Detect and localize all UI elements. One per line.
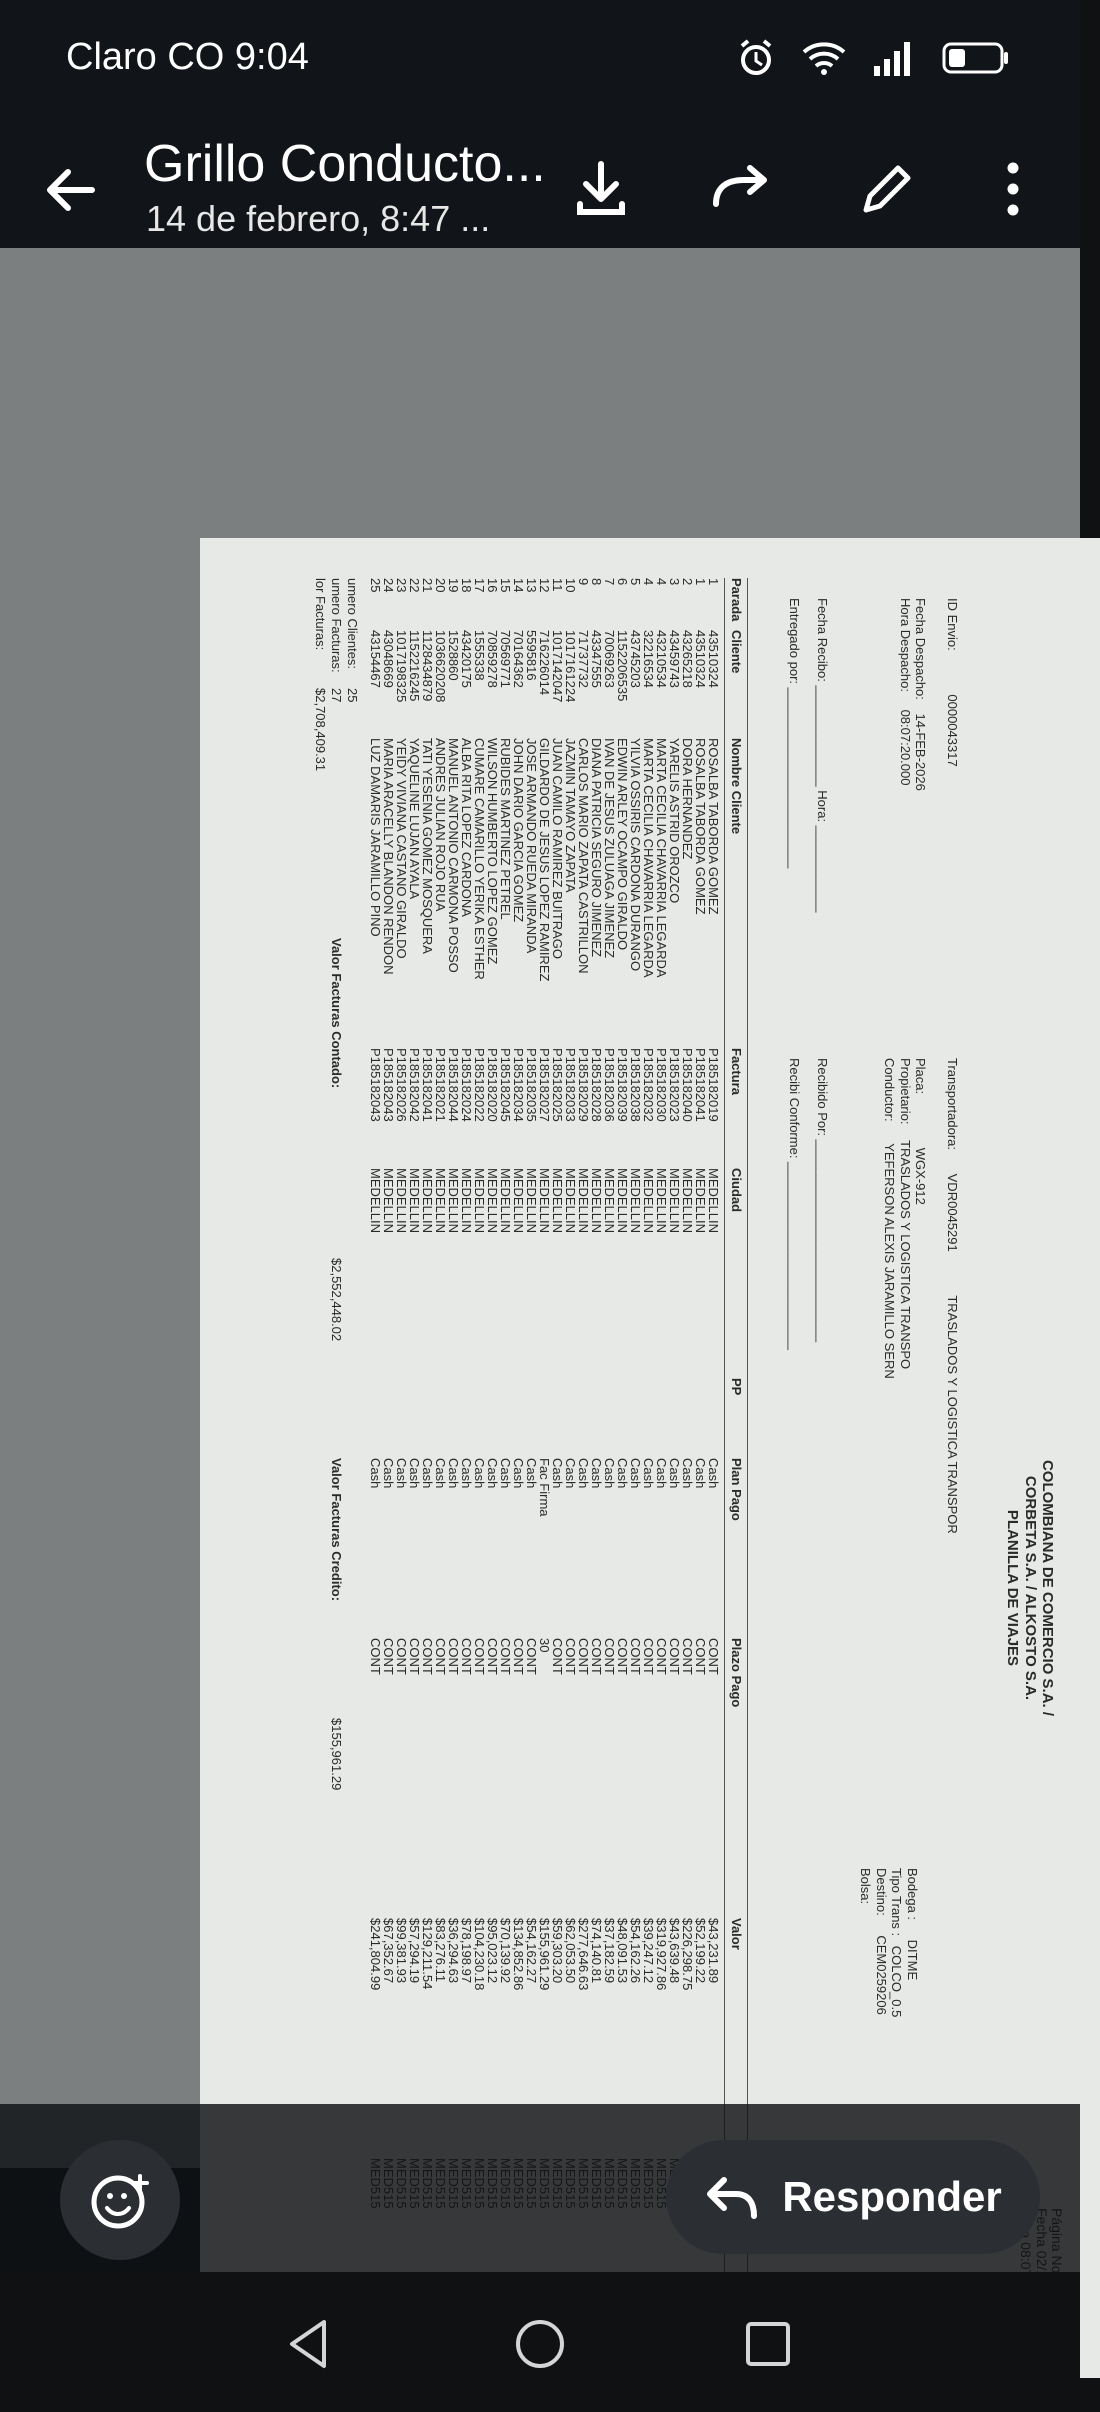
cell-ciudad: MEDELLIN [498, 1168, 513, 1234]
forward-icon[interactable] [708, 154, 778, 224]
cell-plazo: CONT [485, 1638, 500, 1675]
cell-factura: P185182028 [589, 1048, 604, 1122]
table-row [642, 578, 655, 2298]
cell-ciudad: MEDELLIN [654, 1168, 669, 1234]
cell-factura: P185182035 [524, 1048, 539, 1122]
cell-cliente: 716226014 [537, 630, 552, 696]
cell-ciudad: MEDELLIN [537, 1168, 552, 1234]
table-row [681, 578, 694, 2298]
cell-cliente: 43510324 [693, 630, 708, 688]
cell-valor: $155,961.29 [537, 1918, 552, 1991]
cell-nombre: YAQUELINE LUJAN AYALA [407, 738, 422, 900]
cell-factura: P185182043 [368, 1048, 383, 1122]
cell-parada: 3 [667, 578, 682, 586]
cell-valor: $277,646.63 [576, 1918, 591, 1991]
cell-plan: Cash [498, 1458, 513, 1489]
cell-valor: $54,162.26 [628, 1918, 643, 1984]
cell-plazo: CONT [693, 1638, 708, 1675]
cell-nombre: EDWIN ARLEY OCAMPO GIRALDO [615, 738, 630, 951]
cell-cliente: 1036620208 [433, 630, 448, 703]
cell-plan: Cash [667, 1458, 682, 1489]
signal-icon [872, 38, 916, 78]
bottom-reply-bar [0, 2104, 1080, 2272]
cell-ciudad: MEDELLIN [667, 1168, 682, 1234]
cell-plazo: CONT [381, 1638, 396, 1675]
cell-factura: P185182026 [394, 1048, 409, 1122]
cell-cliente: 43265218 [680, 630, 695, 688]
cell-cliente: 1152216245 [407, 630, 422, 702]
cell-valor: $226,298.75 [680, 1918, 695, 1991]
cell-nombre: ALBA RITA LOPEZ CARDONA [459, 738, 474, 917]
cell-ciudad: MEDELLIN [602, 1168, 617, 1234]
cell-cliente: 43210534 [654, 630, 669, 688]
cell-factura: P185182023 [667, 1048, 682, 1122]
cell-plazo: CONT [459, 1638, 474, 1675]
reply-button[interactable] [666, 2140, 1040, 2254]
cell-ciudad: MEDELLIN [381, 1168, 396, 1234]
cell-valor: $62,053.50 [563, 1918, 578, 1984]
status-icons [736, 38, 1010, 78]
cell-nombre: IVAN DE JESUS ZULUAGA JIMENEZ [602, 738, 617, 959]
cell-nombre: WILSON HUMBERTO LOPEZ GOMEZ [485, 738, 500, 965]
cell-plazo: CONT [368, 1638, 383, 1675]
doc-signatures-right: Recibido Por: ____________________________ Recibi Conforme: __________________________ [787, 1058, 830, 1351]
table-row [499, 578, 512, 2298]
cell-nombre: ROSALBA TABORDA GOMEZ [693, 738, 708, 915]
cell-cliente: 43510324 [706, 630, 721, 688]
cell-plazo: CONT [550, 1638, 565, 1675]
cell-cliente: 70569771 [498, 630, 513, 688]
cell-parada: 19 [446, 578, 461, 593]
cell-factura: P185182039 [615, 1048, 630, 1122]
cell-valor: $52,199.22 [693, 1918, 708, 1984]
cell-nombre: YARELIS ASTRID OROZCO [667, 738, 682, 904]
table-row [395, 578, 408, 2298]
table-row [655, 578, 668, 2298]
cell-cliente: 70859278 [485, 630, 500, 688]
cell-plazo: CONT [472, 1638, 487, 1675]
table-row [447, 578, 460, 2298]
cell-parada: 21 [420, 578, 435, 593]
cell-parada: 25 [368, 578, 383, 593]
cell-parada: 17 [472, 578, 487, 593]
doc-bodega-block: Bodega : DITME Tipo Trans : COLCO_0.5 Destino: CEM0259206 Bolsa: [858, 1868, 920, 2018]
cell-valor: $134,852.86 [511, 1918, 526, 1991]
cell-nombre: JUAN CAMILO RAMIREZ BUITRAGO [550, 738, 565, 960]
cell-nombre: MARIA ARACELLY BLANDON RENDON [381, 738, 396, 975]
cell-parada: 8 [589, 578, 604, 586]
cell-cliente: 1128434879 [420, 630, 435, 702]
cell-plazo: CONT [511, 1638, 526, 1675]
cell-parada: 16 [485, 578, 500, 593]
doc-signatures: Fecha Recibo: ______________ Hora: ____________ Entregado por: _________________________ [787, 598, 830, 913]
cell-factura: P185182021 [433, 1048, 448, 1122]
cell-plazo: CONT [446, 1638, 461, 1675]
cell-plan: Fac Firma [537, 1458, 552, 1517]
back-arrow-icon[interactable] [40, 160, 100, 220]
cell-nombre: JOSE ARMANDO RUEDA MIRANDA [524, 738, 539, 954]
cell-cliente: 70069263 [602, 630, 617, 688]
cell-ciudad: MEDELLIN [524, 1168, 539, 1234]
cell-nombre: JAZMIN TAMAYO ZAPATA [563, 738, 578, 893]
image-viewer[interactable] [0, 248, 1080, 2168]
cell-plan: Cash [472, 1458, 487, 1489]
cell-cliente: 1017198325 [394, 630, 409, 703]
cell-nombre: GILDARDO DE JESUS LOPEZ RAMIREZ [537, 738, 552, 982]
cell-plan: Cash [654, 1458, 669, 1489]
cell-plan: Cash [524, 1458, 539, 1489]
table-row [369, 578, 382, 2298]
table-row [538, 578, 551, 2298]
cell-valor: $241,804.99 [368, 1918, 383, 1991]
cell-cliente: 43420175 [459, 630, 474, 688]
document-photo: COLOMBIANA DE COMERCIO S.A. / CORBETA S.A. / ALKOSTO S.A. PLANILLA DE VIAJES ID Envio: 0000043317 Fecha Despacho: 14-FEB-2026 Hora Despacho: 08:07:20.000 Transportadora: VDR0045291 TRASLADOS Y LOGISTICA TRANSPOR Placa: WGX-912 Propietario: TRASLADOS Y LOGISTICA TRANSPO Conductor: YEFERSON ALEXIS JARAMILLO SERN Bodega : DITME Tipo Trans : COLCO_0.5 Destino: CEM0259206 Bolsa: Fecha Recibo: ______________ Hora: ____________ Entregado por: _________________________ Recibido Por: ____________________________ Recibi Conforme: __________________________ Parada Cliente Nombre Cliente Factura Ciudad PP Plan Pago Plazo Pago Valor 1 43510324 ROSALBA TABORDA GOMEZ P185182019 MEDELLIN Cash CONT $43,231.89 1 43510324 ROSALBA TABORDA GOMEZ P185182041 MEDELLIN Cash CONT $52,199.22 2 43265218 DORA HERNANDEZ P185182040 MEDELLIN Cash CONT $226,298.75 3 43459743 YARELIS ASTRID OROZCO P185182023 MEDELLIN Cash CONT $43,639.48 4 43210534 MARTA CECILIA CHAVARRIA LEGARDA P185182030 MEDELLIN Cash CONT $319,927.86 4 32216534 MARTA CECILIA CHAVARRIA LEGARDA P185182032 MEDELLIN Cash CONT $39,247.12 5 43745203 YILVIA OSSIRIS CARDONA DURANGO P185182038 MEDELLIN Cash CONT $54,162.26 6 1152206535 EDWIN ARLEY OCAMPO GIRALDO P185182039 MEDELLIN Cash CONT $48,091.53 7 70069263 IVAN DE JESUS ZULUAGA JIMENEZ P185182036 MEDELLIN Cash CONT $37,182.59 8 43347555 DIANA PATRICIA SEGURO JIMENEZ P185182028 MEDELLIN Cash CONT $74,140.81 9 71737732 CARLOS MARIO ZAPATA CASTRILLON P185182029 MEDELLIN Cash CONT $277,646.63 10 1017161224 JAZMIN TAMAYO ZAPATA P185182033 MEDELLIN Cash CONT $62,053.50 11 1017142047 JUAN CAMILO RAMIREZ BUITRAGO P185182025 MEDELLIN Cash CONT $59,303.20 12 716226014 GILDARDO DE JESUS LOPEZ RAMIREZ P185182027 MEDELLIN Fac Firma 30 $155,961.29 13 5595816 JOSE ARMANDO RUEDA MIRANDA P185182035 MEDELLIN Cash CONT $54,162.27 14 70164362 JOHN DARIO GARCIA GOMEZ P185182034 MEDELLIN Cash CONT $134,852.86 15 70569771 RUBIDES MARTINEZ PETREL P185182045 MEDELLIN Cash CONT $70,139.92 16 70859278 WILSON HUMBERTO LOPEZ GOMEZ P185182020 MEDELLIN Cash CONT $95,023.12 17 1555338 CUMARE CAMARILLO YERIKA ESTHER P185182022 MEDELLIN Cash CONT $104,230.18 18 43420175 ALBA RITA LOPEZ CARDONA P185182024 MEDELLIN Cash CONT $78,198.97 19 1528860 MANUEL ANTONIO CARMONA POSSO P185182044 MEDELLIN Cash CONT $36,294.63 20 1036620208 ANDRES JULIAN ROJO RUA P185182021 MEDELLIN Cash CONT $83,276.11 21 1128434879 TATI YESENIA GOMEZ MOSQUERA P185182041 MEDELLIN Cash CONT $129,211.54 22 1152216245 YAQUELINE LUJAN AYALA P185182042 MEDELLIN Cash CONT $57,294.19 23 1017198325 YEIDY VIVIANA CASTANO GIRALDO P185182026 MEDELLIN Cash CONT $99,381.93 24 43048669 MARIA ARACELLY BLANDON RENDON P185182043 MEDELLIN Cash CONT $67,352.67 25 43154467 LUZ DAMARIS JARAMILLO PINO P185182043 MEDELLIN Cash CONT $241,804.99 umero Clientes: 25 umero Facturas: 27 lor Facturas: $2,708,409.31 Valor Facturas Contado: $2,552,448.02 Valor Facturas Credito: $155,961.29 [200, 538, 1100, 2378]
cell-valor: $78,198.97 [459, 1918, 474, 1984]
cell-plazo: CONT [576, 1638, 591, 1675]
cell-factura: P185182042 [407, 1048, 422, 1122]
cell-ciudad: MEDELLIN [472, 1168, 487, 1234]
cell-parada: 9 [576, 578, 591, 586]
table-row [408, 578, 421, 2298]
reply-arrow-icon [704, 2172, 760, 2222]
cell-valor: $48,091.53 [615, 1918, 630, 1984]
cell-parada: 12 [537, 578, 552, 593]
table-row [473, 578, 486, 2298]
cell-nombre: DORA HERNANDEZ [680, 738, 695, 860]
table-row [707, 578, 720, 2298]
cell-nombre: MANUEL ANTONIO CARMONA POSSO [446, 738, 461, 973]
cell-parada: 14 [511, 578, 526, 593]
cell-valor: $70,139.92 [498, 1918, 513, 1984]
cell-ciudad: MEDELLIN [693, 1168, 708, 1234]
carrier-time: Claro CO 9:04 [66, 36, 309, 78]
cell-nombre: MARTA CECILIA CHAVARRIA LEGARDA [654, 738, 669, 978]
alarm-icon [736, 38, 776, 78]
cell-nombre: ANDRES JULIAN ROJO RUA [433, 738, 448, 912]
cell-valor: $36,294.63 [446, 1918, 461, 1984]
cell-factura: P185182041 [693, 1048, 708, 1122]
cell-factura: P185182027 [537, 1048, 552, 1122]
cell-plazo: CONT [563, 1638, 578, 1675]
cell-plan: Cash [407, 1458, 422, 1489]
cell-nombre: TATI YESENIA GOMEZ MOSQUERA [420, 738, 435, 954]
cell-ciudad: MEDELLIN [706, 1168, 721, 1234]
cell-ciudad: MEDELLIN [589, 1168, 604, 1234]
cell-ciudad: MEDELLIN [368, 1168, 383, 1234]
message-timestamp: 14 de febrero, 8:47 ... [146, 198, 491, 239]
cell-ciudad: MEDELLIN [485, 1168, 500, 1234]
react-emoji-button[interactable] [60, 2140, 180, 2260]
cell-parada: 24 [381, 578, 396, 593]
cell-parada: 23 [394, 578, 409, 593]
cell-cliente: 70164362 [511, 630, 526, 688]
cell-parada: 20 [433, 578, 448, 593]
cell-nombre: ROSALBA TABORDA GOMEZ [706, 738, 721, 915]
status-bar [0, 0, 1080, 120]
battery-icon [942, 38, 1010, 78]
cell-ciudad: MEDELLIN [641, 1168, 656, 1234]
cell-cliente: 71737732 [576, 630, 591, 688]
cell-parada: 2 [680, 578, 695, 586]
table-row [694, 578, 707, 2298]
cell-nombre: RUBIDES MARTINEZ PETREL [498, 738, 513, 920]
cell-valor: $319,927.86 [654, 1918, 669, 1991]
cell-factura: P185182040 [680, 1048, 695, 1122]
cell-cliente: 43048669 [381, 630, 396, 688]
cell-parada: 11 [550, 578, 565, 592]
cell-factura: P185182043 [381, 1048, 396, 1122]
cell-factura: P185182036 [602, 1048, 617, 1122]
cell-factura: P185182019 [706, 1048, 721, 1122]
cell-plan: Cash [563, 1458, 578, 1489]
cell-valor: $54,162.27 [524, 1918, 539, 1984]
cell-valor: $129,211.54 [420, 1918, 435, 1990]
cell-plan: Cash [433, 1458, 448, 1489]
cell-cliente: 1555338 [472, 630, 487, 681]
cell-plazo: CONT [641, 1638, 656, 1675]
cell-plan: Cash [446, 1458, 461, 1489]
cell-parada: 18 [459, 578, 474, 593]
nav-home-icon[interactable] [508, 2312, 572, 2376]
cell-nombre: YEIDY VIVIANA CASTANO GIRALDO [394, 738, 409, 959]
cell-ciudad: MEDELLIN [680, 1168, 695, 1234]
cell-valor: $57,294.19 [407, 1918, 422, 1984]
table-row [564, 578, 577, 2298]
table-row [486, 578, 499, 2298]
cell-ciudad: MEDELLIN [576, 1168, 591, 1234]
cell-plazo: CONT [420, 1638, 435, 1675]
cell-valor: $83,276.11 [433, 1918, 448, 1983]
table-row [525, 578, 538, 2298]
table-row [382, 578, 395, 2298]
cell-cliente: 43459743 [667, 630, 682, 688]
cell-factura: P185182032 [641, 1048, 656, 1122]
cell-plan: Cash [511, 1458, 526, 1489]
doc-company: COLOMBIANA DE COMERCIO S.A. / CORBETA S.A. / ALKOSTO S.A. PLANILLA DE VIAJES [1004, 1459, 1056, 1717]
cell-nombre: CUMARE CAMARILLO YERIKA ESTHER [472, 738, 487, 980]
table-row [629, 578, 642, 2298]
cell-valor: $95,023.12 [485, 1918, 500, 1984]
cell-valor: $67,352.67 [381, 1918, 396, 1984]
cell-parada: 6 [615, 578, 630, 586]
table-row [460, 578, 473, 2298]
cell-plan: Cash [576, 1458, 591, 1489]
cell-parada: 13 [524, 578, 539, 593]
download-icon[interactable] [566, 154, 636, 224]
cell-plan: Cash [420, 1458, 435, 1489]
cell-valor: $99,381.93 [394, 1918, 409, 1984]
cell-parada: 15 [498, 578, 513, 593]
table-row [590, 578, 603, 2298]
cell-plan: Cash [680, 1458, 695, 1489]
cell-parada: 4 [654, 578, 669, 586]
more-options-icon[interactable] [978, 154, 1048, 224]
nav-back-icon[interactable] [278, 2312, 342, 2376]
cell-cliente: 32216534 [641, 630, 656, 688]
cell-factura: P185182034 [511, 1048, 526, 1122]
cell-plazo: CONT [498, 1638, 513, 1675]
cell-cliente: 1017161224 [563, 630, 578, 703]
nav-recents-icon[interactable] [736, 2312, 800, 2376]
cell-parada: 22 [407, 578, 422, 593]
doc-table-header: Parada Cliente Nombre Cliente Factura Ciudad PP Plan Pago Plazo Pago Valor [724, 578, 748, 2298]
cell-plazo: CONT [654, 1638, 669, 1675]
cell-factura: P185182024 [459, 1048, 474, 1122]
cell-ciudad: MEDELLIN [459, 1168, 474, 1234]
cell-nombre: JOHN DARIO GARCIA GOMEZ [511, 738, 526, 923]
cell-plazo: 30 [537, 1638, 552, 1653]
doc-table-body [369, 578, 720, 2298]
table-row [668, 578, 681, 2298]
cell-valor: $37,182.59 [602, 1918, 617, 1984]
cell-ciudad: MEDELLIN [420, 1168, 435, 1234]
cell-factura: P185182025 [550, 1048, 565, 1122]
cell-ciudad: MEDELLIN [563, 1168, 578, 1234]
cell-plan: Cash [693, 1458, 708, 1489]
cell-parada: 10 [563, 578, 578, 593]
cell-factura: P185182030 [654, 1048, 669, 1122]
cell-ciudad: MEDELLIN [407, 1168, 422, 1234]
cell-cliente: 1017142047 [550, 630, 565, 703]
edit-pencil-icon[interactable] [852, 154, 922, 224]
cell-factura: P185182044 [446, 1048, 461, 1122]
chat-title: Grillo Conducto... [144, 135, 546, 193]
add-reaction-icon [60, 2140, 180, 2260]
cell-cliente: 43347555 [589, 630, 604, 688]
cell-cliente: 43154467 [368, 630, 383, 688]
doc-transport-block: Transportadora: VDR0045291 TRASLADOS Y LOGISTICA TRANSPOR Placa: WGX-912 Propietario: TRASLADOS Y LOGISTICA TRANSPO Conductor: YEFERSON ALEXIS JARAMILLO SERN [882, 1058, 960, 1534]
cell-parada: 1 [706, 578, 721, 586]
cell-cliente: 5595816 [524, 630, 539, 681]
table-row [421, 578, 434, 2298]
cell-cliente: 1152206535 [615, 630, 630, 702]
table-row [434, 578, 447, 2298]
table-row [603, 578, 616, 2298]
cell-plazo: CONT [589, 1638, 604, 1675]
cell-plan: Cash [589, 1458, 604, 1489]
cell-plazo: CONT [524, 1638, 539, 1675]
cell-cliente: 43745203 [628, 630, 643, 688]
cell-factura: P185182038 [628, 1048, 643, 1122]
table-row [616, 578, 629, 2298]
cell-valor: $43,231.89 [706, 1918, 721, 1984]
cell-plan: Cash [550, 1458, 565, 1489]
cell-ciudad: MEDELLIN [615, 1168, 630, 1234]
cell-valor: $43,639.48 [667, 1918, 682, 1984]
cell-plan: Cash [459, 1458, 474, 1489]
cell-plan: Cash [485, 1458, 500, 1489]
cell-nombre: DIANA PATRICIA SEGURO JIMENEZ [589, 738, 604, 958]
cell-valor: $39,247.12 [641, 1918, 656, 1984]
doc-envio-block: ID Envio: 0000043317 Fecha Despacho: 14-FEB-2026 Hora Despacho: 08:07:20.000 [897, 598, 960, 791]
cell-plazo: CONT [433, 1638, 448, 1675]
cell-plazo: CONT [628, 1638, 643, 1675]
cell-cliente: 1528860 [446, 630, 461, 681]
cell-ciudad: MEDELLIN [628, 1168, 643, 1234]
cell-plan: Cash [368, 1458, 383, 1489]
cell-plan: Cash [615, 1458, 630, 1489]
cell-plazo: CONT [706, 1638, 721, 1675]
cell-plan: Cash [706, 1458, 721, 1489]
cell-plazo: CONT [615, 1638, 630, 1675]
table-row [512, 578, 525, 2298]
cell-parada: 5 [628, 578, 643, 586]
wifi-icon [802, 38, 846, 78]
cell-factura: P185182045 [498, 1048, 513, 1122]
cell-factura: P185182020 [485, 1048, 500, 1122]
cell-parada: 4 [641, 578, 656, 586]
cell-nombre: MARTA CECILIA CHAVARRIA LEGARDA [641, 738, 656, 978]
cell-parada: 7 [602, 578, 617, 586]
cell-parada: 1 [693, 578, 708, 586]
cell-plazo: CONT [667, 1638, 682, 1675]
table-row [551, 578, 564, 2298]
cell-ciudad: MEDELLIN [394, 1168, 409, 1234]
cell-plazo: CONT [394, 1638, 409, 1675]
cell-valor: $74,140.81 [589, 1918, 604, 1984]
cell-ciudad: MEDELLIN [511, 1168, 526, 1234]
cell-plan: Cash [381, 1458, 396, 1489]
cell-plan: Cash [641, 1458, 656, 1489]
cell-valor: $104,230.18 [472, 1918, 487, 1991]
cell-plazo: CONT [602, 1638, 617, 1675]
cell-plazo: CONT [407, 1638, 422, 1675]
cell-plan: Cash [394, 1458, 409, 1489]
cell-ciudad: MEDELLIN [550, 1168, 565, 1234]
cell-ciudad: MEDELLIN [433, 1168, 448, 1234]
cell-factura: P185182033 [563, 1048, 578, 1122]
cell-nombre: LUZ DAMARIS JARAMILLO PINO [368, 738, 383, 937]
cell-ciudad: MEDELLIN [446, 1168, 461, 1234]
cell-plan: Cash [602, 1458, 617, 1489]
cell-nombre: YILVIA OSSIRIS CARDONA DURANGO [628, 738, 643, 972]
cell-plan: Cash [628, 1458, 643, 1489]
cell-factura: P185182029 [576, 1048, 591, 1122]
reply-label: Responder [782, 2173, 1002, 2220]
cell-nombre: CARLOS MARIO ZAPATA CASTRILLON [576, 738, 591, 974]
cell-valor: $59,303.20 [550, 1918, 565, 1984]
cell-factura: P185182041 [420, 1048, 435, 1122]
top-app-bar [0, 120, 1080, 248]
cell-factura: P185182022 [472, 1048, 487, 1122]
system-nav-bar [0, 2272, 1080, 2412]
table-row [577, 578, 590, 2298]
cell-plazo: CONT [680, 1638, 695, 1675]
